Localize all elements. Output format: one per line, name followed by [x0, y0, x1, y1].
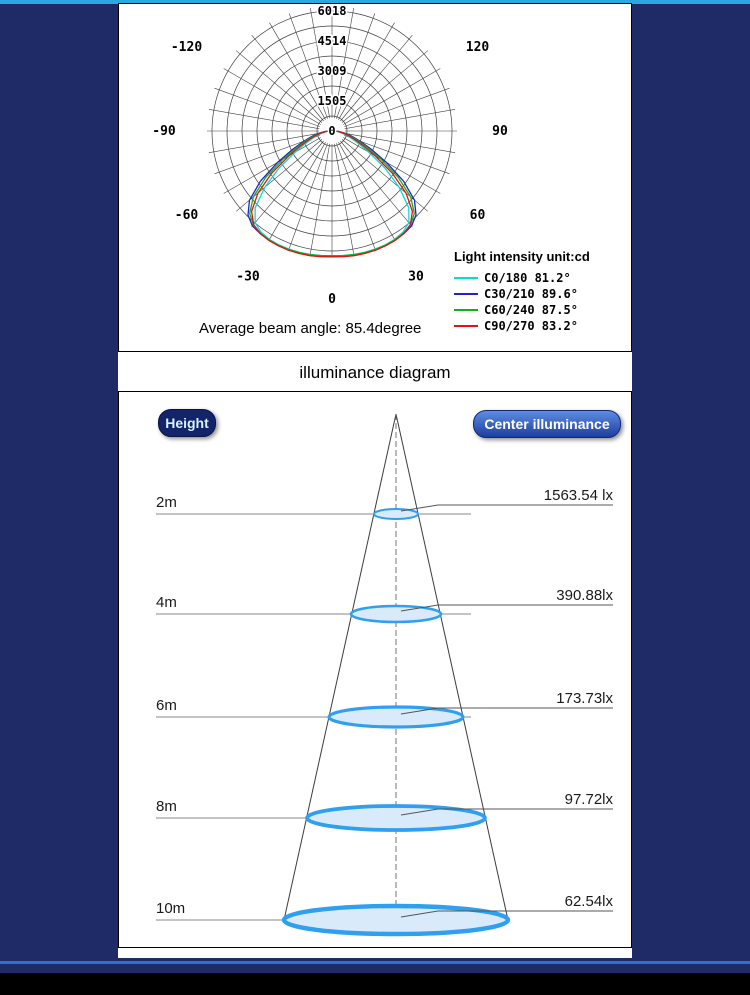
grid-spoke	[209, 109, 319, 128]
angle-label: 60	[469, 208, 486, 223]
legend-color-line	[454, 309, 478, 311]
intensity-unit-label: Light intensity unit:cd	[454, 249, 590, 264]
illuminance-ellipse-10m	[284, 906, 508, 934]
radial-tick-label: 0	[328, 124, 336, 138]
illuminance-ellipse-4m	[351, 606, 441, 622]
legend-label: C0/180 81.2°	[484, 271, 571, 285]
illuminance-ellipse-8m	[307, 806, 485, 830]
legend-color-line	[454, 293, 478, 295]
polar-legend	[454, 270, 578, 334]
illuminance-value-8m: 97.72lx	[564, 791, 613, 808]
legend-color-line	[454, 325, 478, 327]
radial-tick-label: 1505	[317, 94, 347, 108]
height-label-2m: 2m	[156, 494, 177, 511]
legend-item	[454, 270, 578, 286]
legend-label: C30/210 89.6°	[484, 287, 578, 301]
center-illuminance-badge: Center illuminance	[473, 410, 621, 438]
angle-label: -90	[152, 124, 176, 139]
grid-spoke	[334, 144, 353, 254]
illuminance-cone-panel	[118, 391, 632, 948]
illuminance-ellipse-2m	[374, 509, 418, 519]
legend-item	[454, 318, 578, 334]
cone-right-edge	[396, 414, 508, 920]
average-beam-angle-label: Average beam angle: 85.4degree	[199, 320, 422, 337]
illuminance-value-4m: 390.88lx	[556, 587, 613, 604]
cone-left-edge	[284, 414, 396, 920]
angle-label: 120	[465, 40, 490, 55]
angle-label: 0	[328, 292, 336, 307]
bottom-accent-line	[0, 961, 750, 964]
bottom-black-bar	[0, 973, 750, 995]
angle-label: 90	[492, 124, 508, 139]
height-label-8m: 8m	[156, 798, 177, 815]
legend-item	[454, 302, 578, 318]
angle-label: -30	[236, 269, 260, 285]
height-label-6m: 6m	[156, 697, 177, 714]
height-label-10m: 10m	[156, 900, 186, 917]
legend-label: C90/270 83.2°	[484, 319, 578, 333]
illuminance-ellipse-6m	[329, 707, 463, 727]
value-leader-line	[401, 505, 613, 511]
angle-label: -60	[174, 208, 199, 223]
illuminance-diagram-title: illuminance diagram	[299, 363, 451, 382]
illuminance-value-2m: 1563.54 lx	[543, 487, 613, 504]
legend-item	[454, 286, 578, 302]
angle-label: 30	[408, 269, 424, 285]
radial-tick-label: 3009	[317, 64, 347, 78]
illuminance-value-6m: 173.73lx	[556, 690, 613, 707]
radial-tick-label: 4514	[317, 34, 347, 48]
height-badge: Height	[158, 409, 216, 437]
grid-spoke	[310, 144, 329, 254]
illuminance-cone-chart	[119, 392, 633, 949]
grid-spoke	[345, 109, 455, 128]
height-label-4m: 4m	[156, 594, 177, 611]
angle-label: -120	[170, 40, 203, 55]
legend-color-line	[454, 277, 478, 279]
polar-chart-panel	[118, 3, 632, 352]
illuminance-value-10m: 62.54lx	[564, 893, 613, 910]
radial-tick-label: 6018	[317, 4, 347, 18]
legend-label: C60/240 87.5°	[484, 303, 578, 317]
